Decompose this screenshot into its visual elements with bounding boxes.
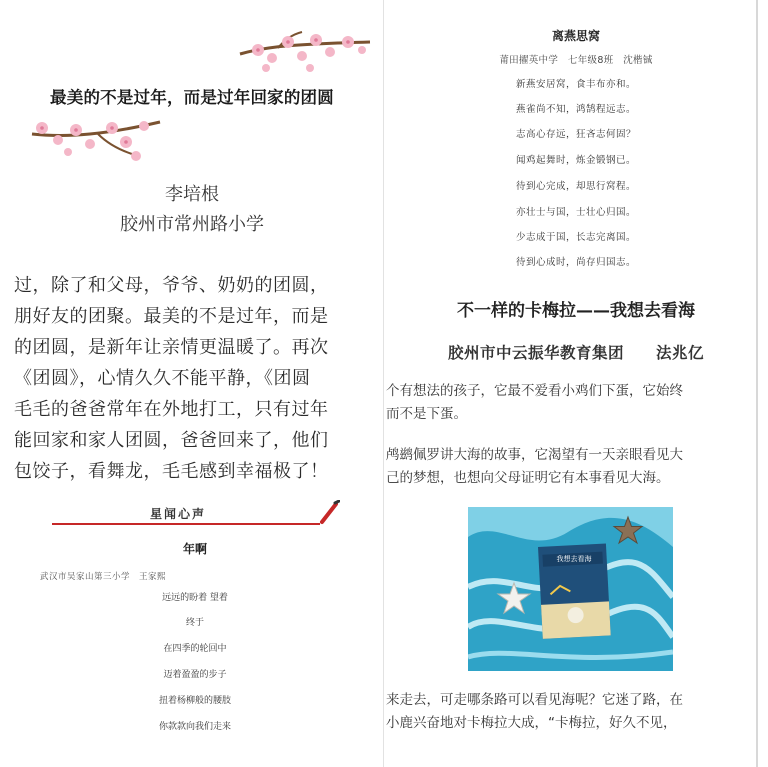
poem-line: 亦壮士与国，士壮心归国。 xyxy=(515,207,636,218)
body-line: 来走去，可走哪条路可以看见海呢？它迷了路，在 xyxy=(386,692,683,708)
poem-line: 扭着杨柳般的腰肢 xyxy=(158,696,231,706)
poem-line: 少志成于国，长志完离国。 xyxy=(515,232,636,243)
book-photo-illustration xyxy=(468,507,673,671)
body-line: 朋好友的团聚。最美的不是过年，而是 xyxy=(14,306,329,327)
poem-line: 志高心存远，狂吝志何固？ xyxy=(515,129,636,140)
poem-line: 新燕安居窝，食丰布亦和。 xyxy=(515,79,636,90)
body-line: 而不是下蛋。 xyxy=(386,406,467,422)
poem-line: 终于 xyxy=(185,618,204,628)
body-line: 个有想法的孩子，它最不爱看小鸡们下蛋，它始终 xyxy=(386,383,683,399)
cherry-blossom-branch-bottom xyxy=(28,112,164,164)
poem-section-header: 星闻心声 xyxy=(150,507,207,521)
poem-author: 武汉市吴家山第三小学 王家熙 xyxy=(40,572,167,582)
author-name: 李培根 xyxy=(165,184,219,205)
article-title: 不一样的卡梅拉——我想去看海 xyxy=(457,301,695,321)
article-title: 最美的不是过年，而是过年回家的团圆 xyxy=(50,88,334,107)
body-line: 鸬鹚佩罗讲大海的故事，它渴望有一天亲眼看见大 xyxy=(386,447,683,463)
cherry-blossom-branch-top xyxy=(238,28,374,76)
book-cover-title: 我想去看海 xyxy=(556,555,592,563)
book-photo xyxy=(468,507,673,671)
poem-line: 燕雀尚不知，鸿鹄程远志。 xyxy=(515,104,636,115)
body-line: 小鹿兴奋地对卡梅拉大成，“卡梅拉，好久不见， xyxy=(386,715,677,731)
poem-line: 远远的盼着 望着 xyxy=(162,593,228,603)
poem-line: 闻鸡起舞时，炼金锻钢已。 xyxy=(515,155,636,166)
poem-author: 莆田擢英中学 七年级8班 沈楷铖 xyxy=(499,55,653,66)
body-line: 《团圆》，心情久久不能平静，《团圆 xyxy=(14,368,311,389)
poem-line: 在四季的轮回中 xyxy=(163,644,227,654)
poem-line: 待到心成时，尚存归国志。 xyxy=(515,257,636,268)
body-line: 包饺子，看舞龙，毛毛感到幸福极了！ xyxy=(14,461,329,482)
body-line: 过，除了和父母，爷爷、奶奶的团圆， xyxy=(14,275,329,296)
body-line: 的团圆，是新年让亲情更温暖了。再次 xyxy=(14,337,329,358)
poem-title: 年啊 xyxy=(182,542,207,556)
body-line: 能回家和家人团圆，爸爸回来了，他们 xyxy=(14,430,329,451)
poem-title: 离燕思窝 xyxy=(551,29,600,43)
poem-line: 待到心完成，却思行窝程。 xyxy=(515,181,636,192)
red-underline xyxy=(52,523,320,525)
poem-line: 你款款向我们走来 xyxy=(158,722,231,732)
body-line: 己的梦想，也想向父母证明它有本事看见大海。 xyxy=(386,470,670,486)
author-school: 胶州市常州路小学 xyxy=(120,214,264,235)
poem-line: 迈着盈盈的步子 xyxy=(163,670,227,680)
right-article-panel xyxy=(384,0,768,767)
body-line: 毛毛的爸爸常年在外地打工，只有过年 xyxy=(14,399,329,420)
page-edge-line xyxy=(756,0,758,767)
article-author: 胶州市中云振华教育集团 法兆亿 xyxy=(447,344,704,362)
pen-icon xyxy=(318,500,340,526)
